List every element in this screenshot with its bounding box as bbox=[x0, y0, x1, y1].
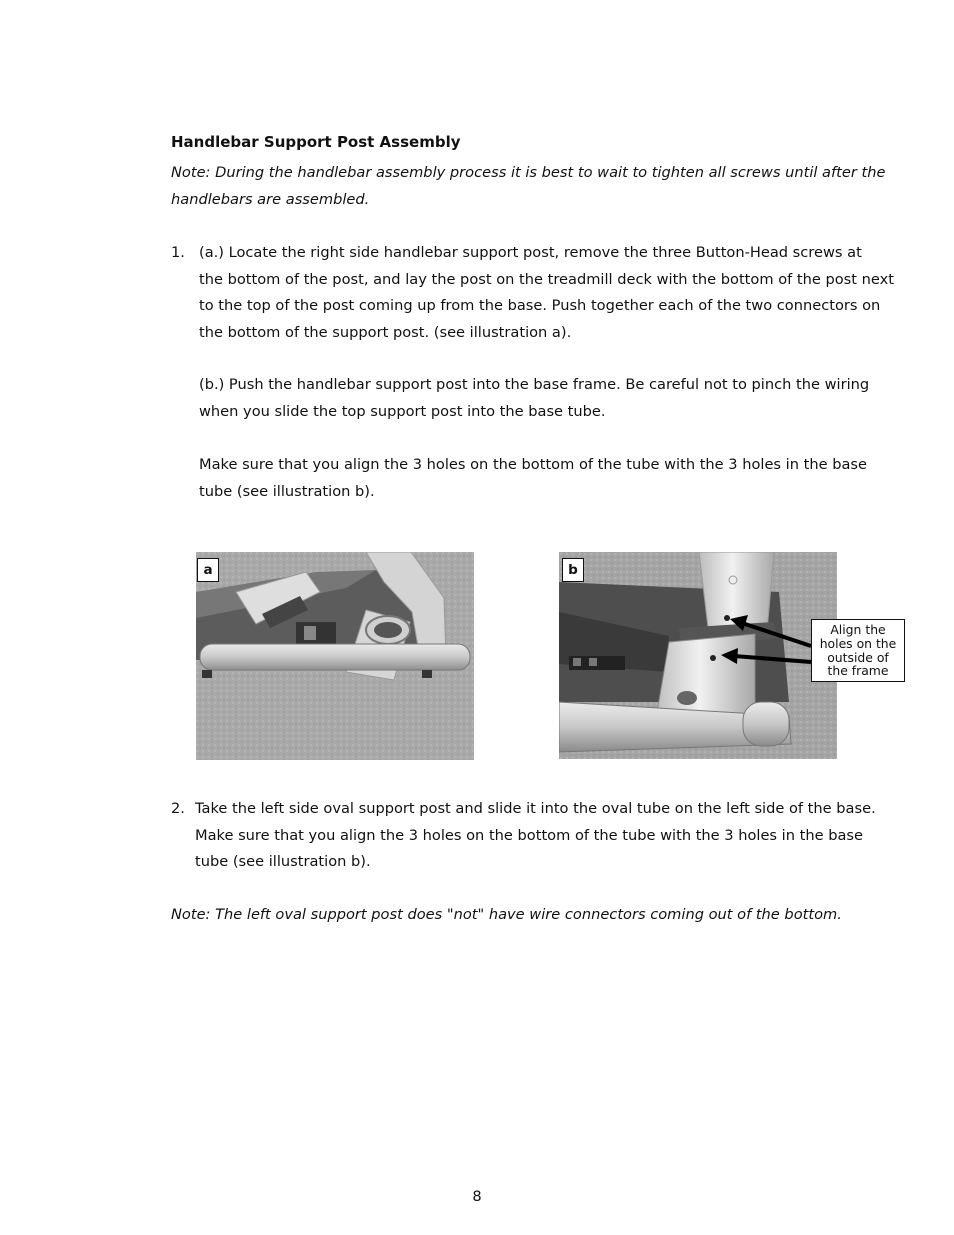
step-line: Make sure that you align the 3 holes on the bottom of the tube with the 3 holes in the base bbox=[195, 826, 863, 844]
arrowhead-upper bbox=[730, 615, 748, 631]
step-line: when you slide the top support post into the base tube. bbox=[199, 402, 606, 420]
step-2-number: 2. bbox=[171, 800, 185, 817]
note-line: Note: The left oval support post does "not" have wire connectors coming out of the bottom. bbox=[171, 906, 842, 923]
step-1c-text bbox=[199, 452, 899, 505]
step-1-number: 1. bbox=[171, 244, 185, 261]
page-number: 8 bbox=[472, 1188, 482, 1205]
callout-line: Align the bbox=[830, 622, 886, 637]
step-line: the bottom of the support post. (see illustration a). bbox=[199, 323, 572, 341]
step-line: the bottom of the post, and lay the post on the treadmill deck with the bottom of the post next bbox=[199, 270, 894, 288]
step-line: tube (see illustration b). bbox=[195, 853, 371, 871]
illustration-a-label: a bbox=[197, 558, 219, 582]
arrow-upper bbox=[742, 623, 811, 646]
step-line: Make sure that you align the 3 holes on the bottom of the tube with the 3 holes in the base bbox=[199, 456, 867, 473]
assembly-note bbox=[171, 160, 901, 213]
illustration-b-label: b bbox=[562, 558, 584, 582]
callout-line: outside of bbox=[827, 649, 889, 665]
step-1a-text bbox=[199, 240, 899, 346]
arrowhead-lower bbox=[721, 648, 738, 664]
arrow-lower bbox=[734, 656, 811, 662]
step-line: Take the left side oval support post and slide it into the oval tube on the left side of the base. bbox=[195, 800, 876, 817]
callout-line: the frame bbox=[827, 663, 889, 679]
callout-box bbox=[811, 619, 905, 682]
bottom-note bbox=[171, 902, 901, 929]
callout-arrows bbox=[700, 600, 820, 680]
section-heading: Handlebar Support Post Assembly bbox=[171, 133, 461, 151]
step-1b-text bbox=[199, 372, 899, 425]
note-line: handlebars are assembled. bbox=[171, 190, 370, 208]
step-line: (b.) Push the handlebar support post into the base frame. Be careful not to pinch the wiring bbox=[199, 376, 870, 393]
illustration-a-photo bbox=[196, 552, 474, 760]
step-line: to the top of the post coming up from the base. Push together each of the two connectors on bbox=[199, 297, 881, 315]
step-line: tube (see illustration b). bbox=[199, 482, 375, 500]
step-line: (a.) Locate the right side handlebar support post, remove the three Button-Head screws at bbox=[199, 244, 862, 261]
callout-line: holes on the bbox=[819, 635, 897, 651]
note-line: Note: During the handlebar assembly process it is best to wait to tighten all screws until after the bbox=[171, 164, 886, 181]
step-2-text bbox=[195, 796, 895, 876]
